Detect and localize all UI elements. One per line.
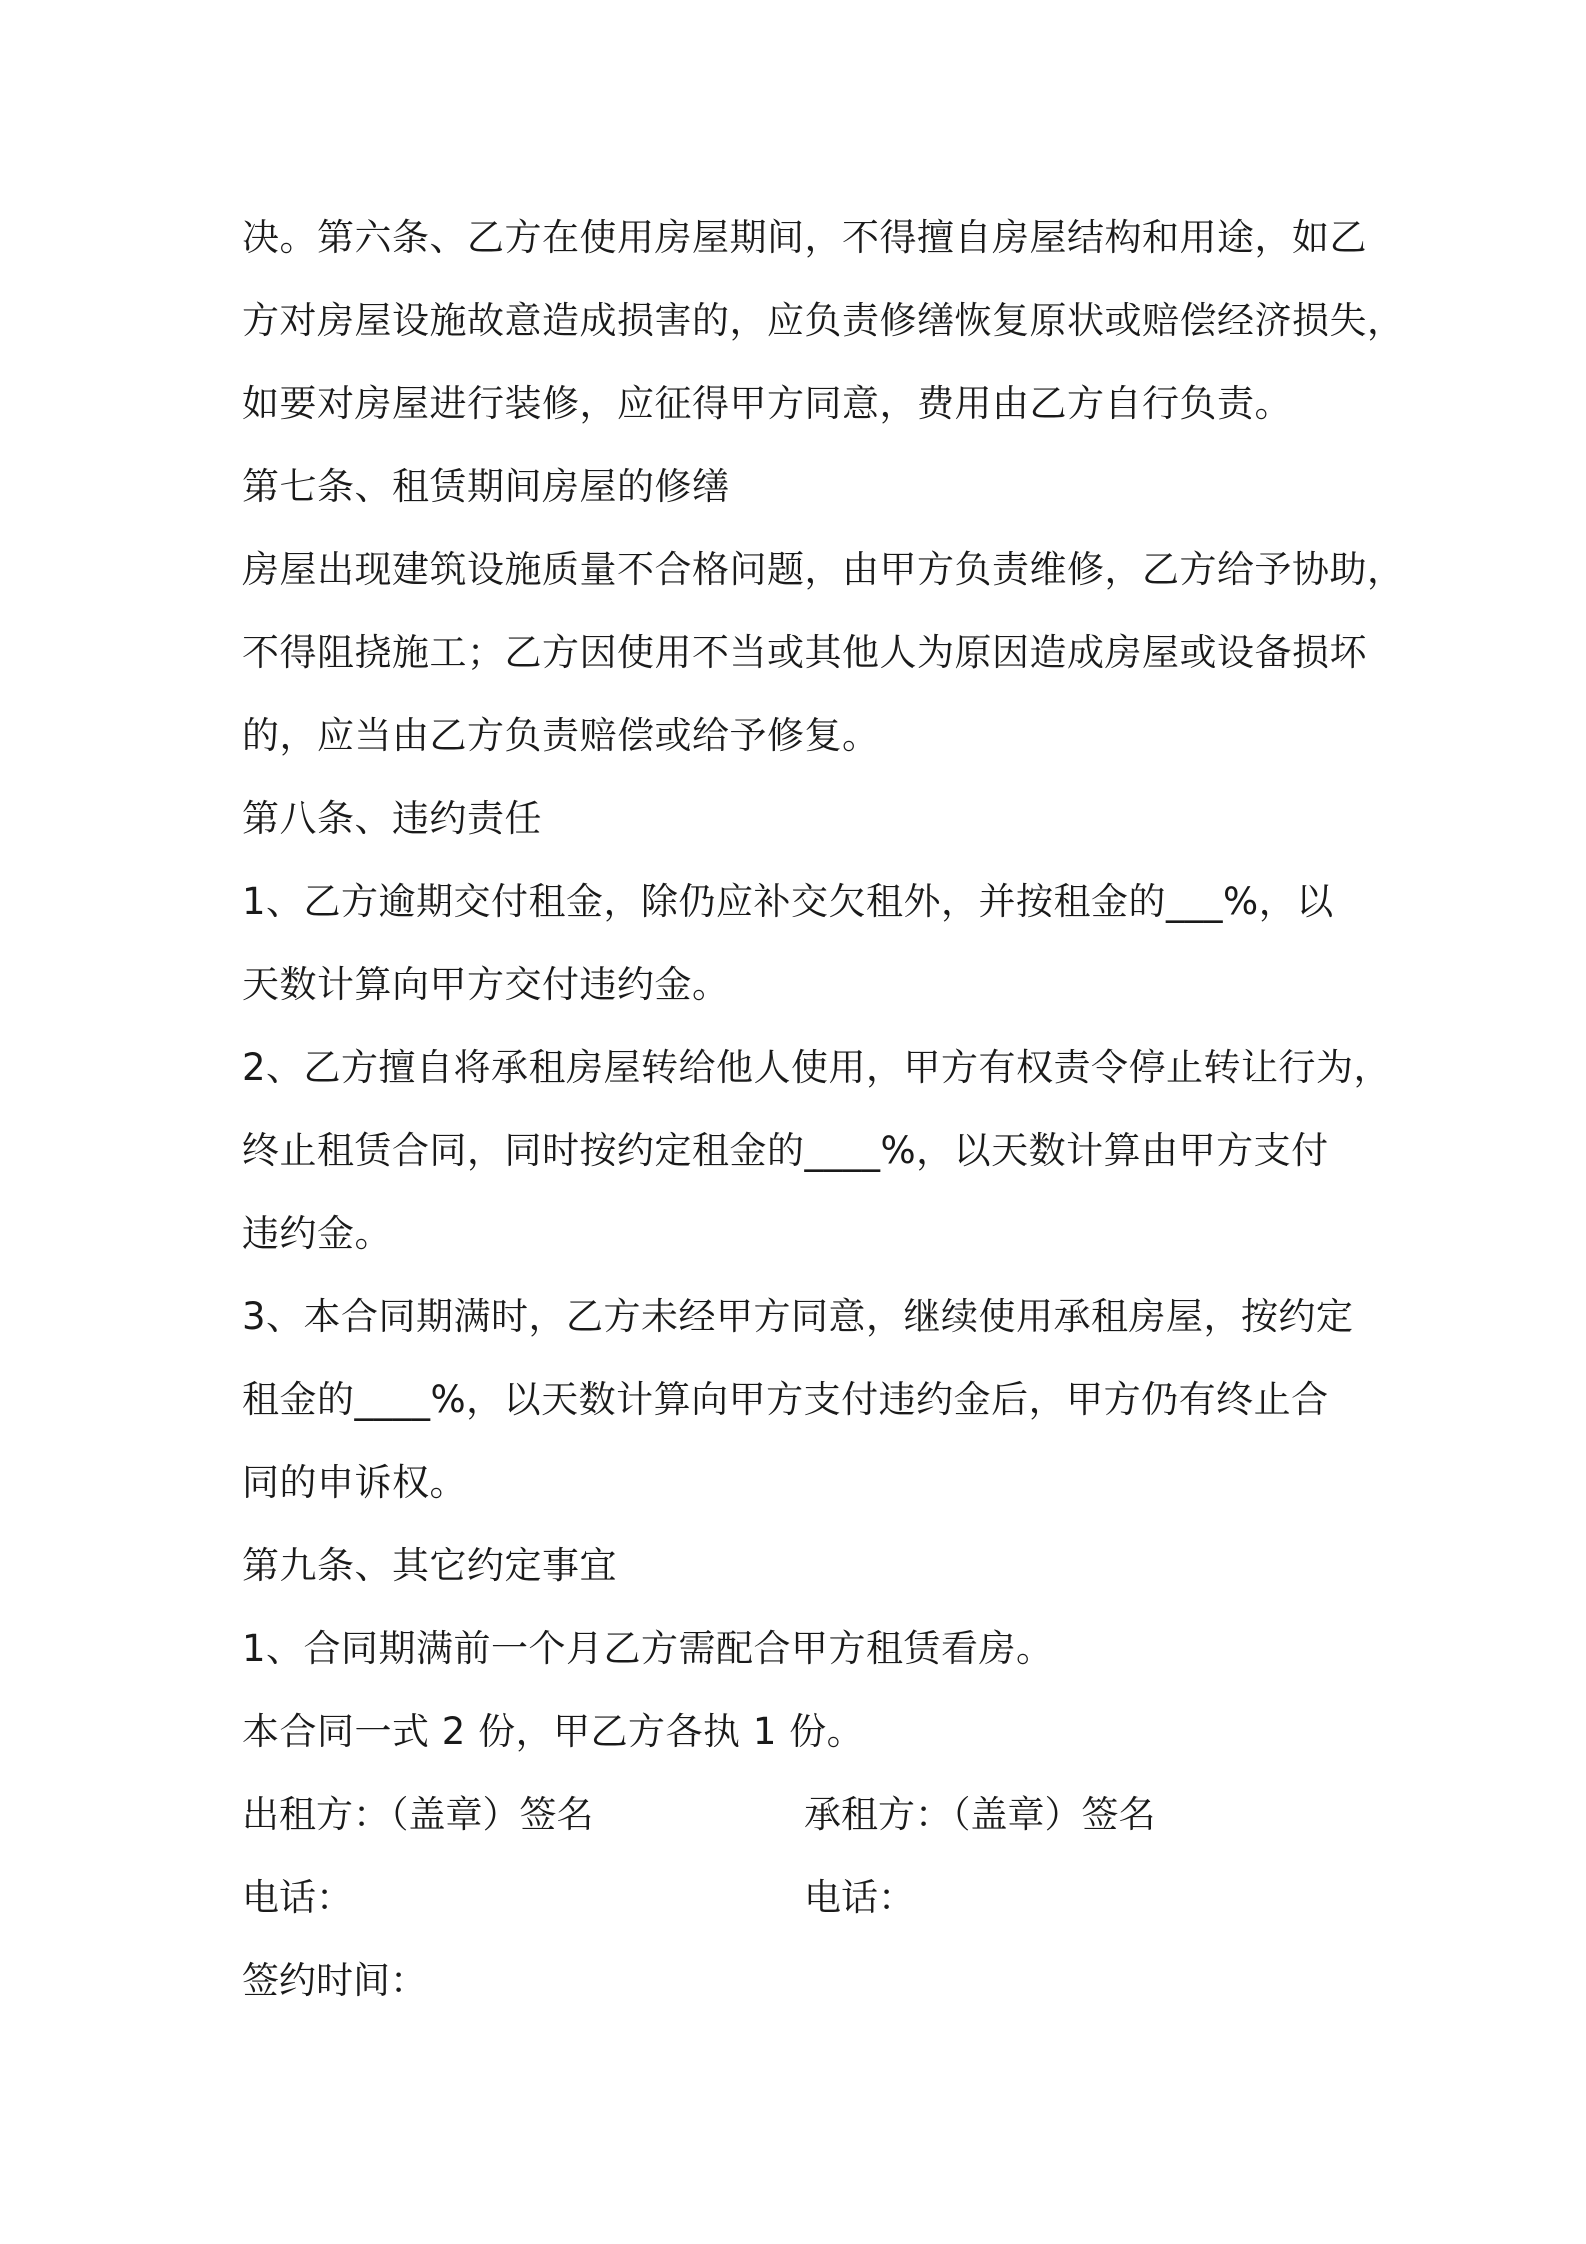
text-line: 本合同一式 2 份，甲乙方各执 1 份。 [242,1710,865,1753]
section-heading: 第九条、其它约定事宜 [242,1544,617,1587]
section-heading: 第七条、租赁期间房屋的修缮 [242,465,730,508]
clause-9-heading [242,1524,1382,1607]
text-line: 不得阻挠施工；乙方因使用不当或其他人为原因造成房屋或设备损坏 [242,631,1367,674]
clause-8-item-1 [242,860,1382,1026]
lessor-phone-label: 电话： [242,1876,353,1919]
text-line: 违约金。 [242,1212,392,1255]
text-line: 租金的____%，以天数计算向甲方支付违约金后，甲方仍有终止合 [242,1378,1329,1421]
clause-7-heading [242,445,1382,528]
clause-6-paragraph [242,196,1405,445]
date-row [242,1939,1382,2022]
text-line: 同的申诉权。 [242,1461,467,1504]
clause-9-item-1 [242,1607,1382,1690]
clause-7-paragraph [242,528,1405,777]
clause-8-item-2 [242,1026,1392,1275]
text-line: 天数计算向甲方交付违约金。 [242,963,730,1006]
text-line: 1、乙方逾期交付租金，除仍应补交欠租外，并按租金的___%，以 [242,880,1334,923]
clause-8-heading [242,777,1382,860]
document-body [242,196,1405,2022]
lessee-signature-label: 承租方：（盖章）签名 [804,1793,1156,1836]
text-line: 3、本合同期满时，乙方未经甲方同意，继续使用承租房屋，按约定 [242,1295,1354,1338]
sign-date-label: 签约时间： [242,1959,427,2002]
clause-8-item-3 [242,1275,1382,1524]
signature-block [242,1773,1382,2022]
copies-statement [242,1690,1382,1773]
text-line: 2、乙方擅自将承租房屋转给他人使用，甲方有权责令停止转让行为， [242,1046,1392,1089]
text-line: 的，应当由乙方负责赔偿或给予修复。 [242,714,880,757]
text-line: 1、合同期满前一个月乙方需配合甲方租赁看房。 [242,1627,1054,1670]
phone-row [242,1856,1382,1939]
lessee-phone-label: 电话： [804,1876,915,1919]
text-line: 决。第六条、乙方在使用房屋期间，不得擅自房屋结构和用途，如乙 [242,216,1367,259]
section-heading: 第八条、违约责任 [242,797,542,840]
text-line: 房屋出现建筑设施质量不合格问题，由甲方负责维修，乙方给予协助， [242,548,1405,591]
text-line: 方对房屋设施故意造成损害的，应负责修缮恢复原状或赔偿经济损失， [242,299,1405,342]
text-line: 如要对房屋进行装修，应征得甲方同意，费用由乙方自行负责。 [242,382,1292,425]
text-line: 终止租赁合同，同时按约定租金的____%，以天数计算由甲方支付 [242,1129,1329,1172]
lessor-signature-label: 出租方：（盖章）签名 [242,1793,594,1836]
signature-row [242,1773,1382,1856]
